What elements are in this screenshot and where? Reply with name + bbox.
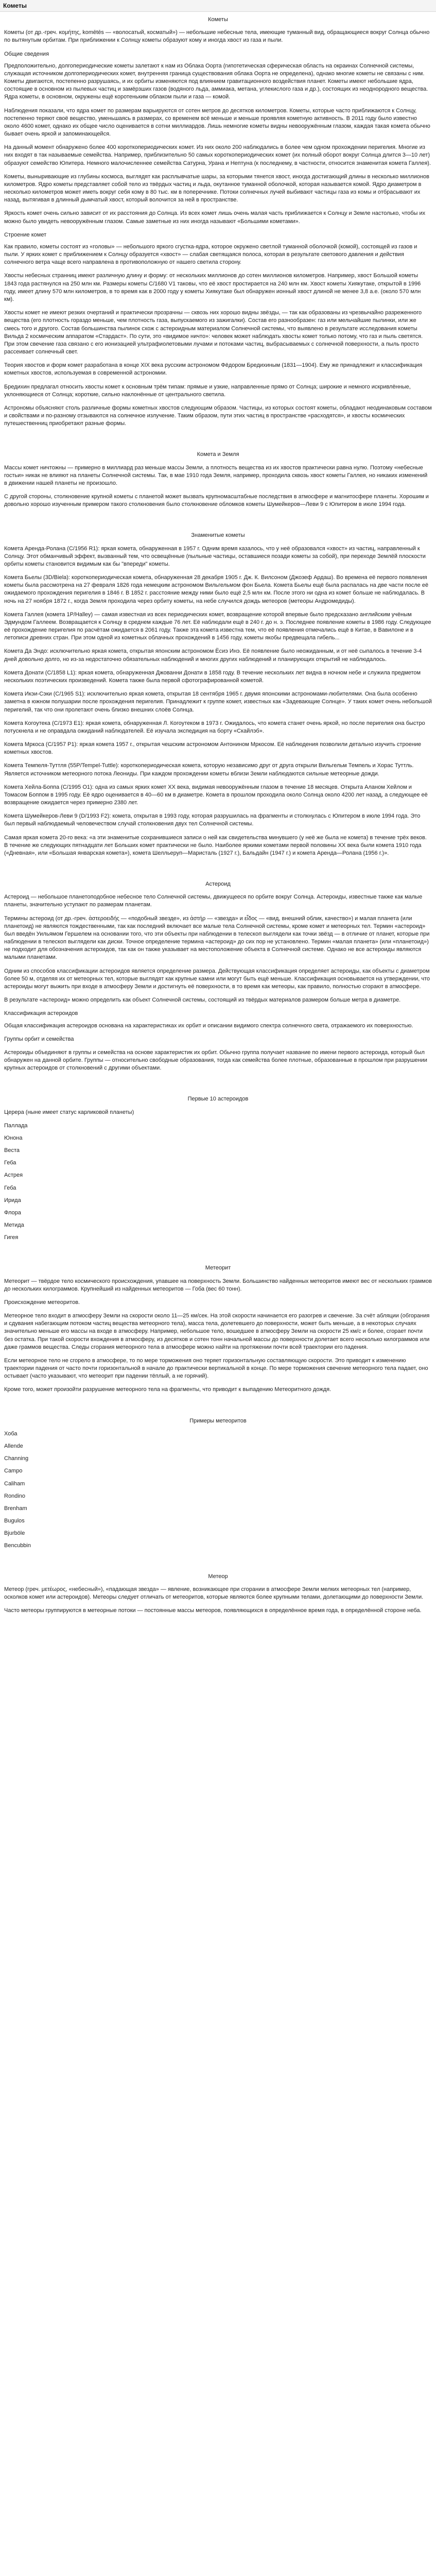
- section-heading-famous-comets: Знаменитые кометы: [191, 532, 245, 539]
- paragraph: Происхождение метеоритов.: [4, 1299, 80, 1306]
- section-spacer: [4, 1078, 432, 1092]
- section-spacer: [4, 433, 432, 448]
- list-item: Bjurböle: [4, 1530, 25, 1537]
- paragraph: Как правило, кометы состоят из «головы» — небольшого яркого сгустка-ядра, которое окружено светлой туманной оболочкой (комой), состоящей из газов и пыли. У ярких комет с приближением к Солнцу образуется «хвост» — слабая светящаяся полоса, которая в результате светового давления и действия солнечного ветра чаще всего направлена в противоположную от нашего светила сторону.: [4, 243, 417, 266]
- paragraph: Комета Мркоса (C/1957 P1): яркая комета 1957 г., открытая чешским астрономом Антонином Мркосом. Её наблюдения позволили детально изучить строение кометных хвостов.: [4, 741, 422, 756]
- paragraph: Кометы, выныривающие из глубины космоса, выглядят как расплывчатые шары, за которыми тянется хвост, иногда достигающий длины в несколько миллионов километров. Ядро кометы представляет собой тело из твёрдых частиц и льда, окутанное туманной оболочкой, которая называется комой. Ядро диаметром в несколько километров может иметь вокруг себя кому в 80 тыс. км в поперечнике. Потоки солнечных лучей выбивают частицы газа из комы и отбрасывают их назад, вытягивая в длинный дымчатый хвост, который волочится за ней в пространстве.: [4, 173, 430, 204]
- section-spacer: [4, 1400, 432, 1414]
- paragraph: Метеорное тело входит в атмосферу Земли на скорости около 11—25 км/сек. На этой скорости начинается его разогрев и свечение. За счёт абляции (обгорания и сдувания набегающим потоком частиц вещества метеорного тела), масса тела, долетевшего до поверхности, может быть меньше, а в некоторых случаях значительно меньше его массы на входе в атмосферу. Например, небольшое тело, вошедшее в атмосферу Земли на скорости 25 км/с и более, сгорает почти без остатка. При такой скорости вхождения в атмосферу, из десятков и сотен тонн начальной массы до поверхности долетает всего несколько килограммов или даже граммов вещества. Следы сгорания метеорного тела в атмосфере можно найти на протяжении почти всей траектории его падения.: [4, 1313, 430, 1350]
- list-item: Rondino: [4, 1493, 25, 1499]
- list-item: Brenham: [4, 1505, 27, 1512]
- list-item: Метида: [4, 1222, 24, 1229]
- list-item: Bencubbin: [4, 1543, 31, 1549]
- list-item: Channing: [4, 1455, 29, 1462]
- paragraph: Комета Да Эндо: исключительно яркая комета, открытая японским астрономом Ёсиэ Инэ. Её появление было неожиданным, и от неё сыпалось в течение 3-4 дней довольно долго, но из-за недостаточно обязательных наблюдений и многих других наблюдений и планирующих открытий не наблюдалось.: [4, 648, 422, 663]
- paragraph: Комета Хейла-Боппа (C/1995 O1): одна из самых ярких комет XX века, видимая невооружённым глазом в течение 18 месяцев. Открыта Аланом Хейлом и Томасом Боппом в 1995 году. Её ядро оценивается в 40—60 км в диаметре. Комета в прошлом проходила около Солнца около 4200 лет назад, а следующее её возвращение ожидается через примерно 2380 лет.: [4, 784, 428, 806]
- section-heading-planets: Первые 10 астероидов: [187, 1096, 249, 1103]
- paragraph: Комета Когоутека (C/1973 E1): яркая комета, обнаруженная Л. Когоутеком в 1973 г. Ожидалось, что комета станет очень яркой, но после перигелия она быстро потускнела и не оправдала ожиданий наблюдателей. Её изучала экспедиция на борту «Скайлэб».: [4, 720, 425, 734]
- paragraph: Комета Шумейкеров-Леви 9 (D/1993 F2): комета, открытая в 1993 году, которая разрушилась на фрагменты и столкнулась с Юпитером в июле 1994 года. Это был первый наблюдаемый человечеством случай столкновения двух тел Солнечной системы.: [4, 813, 421, 827]
- paragraph: Группы орбит и семейства: [4, 1036, 74, 1042]
- section-spacer: [4, 1247, 432, 1261]
- paragraph: Предположительно, долгопериодические кометы залетают к нам из Облака Оорта (гипотетическая сферическая область на окраинах Солнечной системы, служащая источником долгопериодических комет, внутренняя граница существования облака Оорта не определена), однако многие кометы не связаны с ним. Кометы двигаются, постепенно разрушаясь, и их орбиты изменяются под влиянием гравитационного воздействия планет. Кометы имеют небольшие ядра, состоящие в основном из пылевых частиц и замёрзших газов (водяного льда, аммиака, метана, углекислого газа и др.), состоящих из неоднородного вещества. Ядра кометы, в основном, окружены ещё коротеньким облаком пыли и газа — комой.: [4, 62, 428, 100]
- list-item: Геба: [4, 1160, 16, 1166]
- list-item: Хоба: [4, 1430, 18, 1437]
- section-heading-comets: Кометы: [208, 16, 228, 23]
- paragraph: Комета Икэи-Сэки (C/1965 S1): исключительно яркая комета, открытая 18 сентября 1965 г. двумя японскими астрономами-любителями. Она была особенно заметна в южном полушарии после прохождения перигелия. Принадлежит к группе комет, известных как «Задевающие Солнце». У таких комет очень небольшой перигелий, так что они пролетают очень близко внешних слоёв Солнца.: [4, 691, 432, 713]
- paragraph: Теория хвостов и форм комет разработана в конце XIX века русским астрономом Фёдором Бредихиным (1831—1904). Ему же принадлежит и классификация кометных хвостов, используемая в современной астрономии.: [4, 362, 423, 377]
- list-item: Юнона: [4, 1134, 23, 1141]
- section-heading-meteor: Метеор: [208, 1573, 228, 1580]
- paragraph: В результате «астероид» можно определить как объект Солнечной системы, состоящий из твёрдых материалов размером больше метра в диаметре.: [4, 997, 401, 1004]
- section-spacer: [4, 863, 432, 877]
- paragraph: Комета Темпеля-Туттля (55P/Tempel-Tuttle): короткопериодическая комета, которую независимо друг от друга открыли Вильгельм Темпель и Хорас Туттль. Является источником метеорного потока Леониды. При каждом прохождении кометы вблизи Земли наблюдаются сильные метеорные дожди.: [4, 762, 414, 777]
- list-item: Флора: [4, 1209, 21, 1216]
- subheading: Строение комет: [4, 231, 47, 238]
- paragraph: Кроме того, может произойти разрушение метеорного тела на фрагменты, что приводит к выпадению Метеоритного дождя.: [4, 1386, 332, 1393]
- paragraph: Астероиды объединяют в группы и семейства на основе характеристик их орбит. Обычно группа получает название по имени первого астероида, который был обнаружен на данной орбите. Группы — относительно свободные образования, тогда как семейства более плотные, образованные в прошлом при разрушении крупных астероидов от столкновений с другими объектами.: [4, 1049, 427, 1072]
- paragraph: На данный момент обнаружено более 400 короткопериодических комет. Из них около 200 наблюдались в более чем одном прохождении перигелия. Многие из них входят в так называемые семейства. Например, приблизительно 50 самых короткопериодических комет (их полный оборот вокруг Солнца длится 3—10 лет) образуют семейство Юпитера. Немного малочисленнее семейства Сатурна, Урана и Нептуна (к последнему, в частности, относится знаменитая комета Галлея).: [4, 144, 431, 166]
- list-item: Bugulos: [4, 1518, 25, 1524]
- paragraph: Комета Галлея (комета 1P/Halley) — самая известная из всех периодических комет, возвращение которой впервые было предсказано английским учёным Эдмундом Галлеем. Возвращается к Солнцу в среднем каждые 76 лет. Её наблюдали ещё в 240 г. до н. э. Последнее появление кометы в 1986 году. Следующее её прохождение перигелия по расчётам ожидается в 2061 году. Также эта комета известна тем, что её появления отмечались ещё в Китае, в Вавилоне и в летописи древних стран. При этом одной из кометных облачных прохождений в 1456 году, кометы якобы предвещала гибель...: [4, 611, 431, 641]
- paragraph: Метеор (греч. μετέωρος, «небесный»), «падающая звезда» — явление, возникающее при сгорании в атмосфере Земли мелких метеорных тел (например, осколков комет или астероидов). Метеоры следует отличать от метеоритов, которые являются более крупными телами, долетающими до поверхности Земли.: [4, 1586, 424, 1600]
- section-spacer: [4, 1620, 432, 1635]
- list-item: Caliham: [4, 1480, 25, 1487]
- document-body: [0, 12, 436, 1635]
- paragraph: Комета Бьелы (3D/Biela): короткопериодическая комета, обнаруженная 28 декабря 1905 г. Дж. К. Вилсоном (Джозеф Ардаш). Во времена её первого появления кометы была рассмотрена на 27 февраля 1826 года немецким астрономом Вильгельмом фон Бьела. Комета Бьелы ещё была распалась на две части после её ожидаемого прохождения перигелия в 1846 г. В 1852 г. расстояние между ними было ещё 2,5 млн км. После этого ни одна из комет больше не наблюдалась. В ночь на 27 ноября 1872 г., когда Земля проходила через орбиту кометы, на небе случился дождь метеоров (метеоры Андромедиды).: [4, 574, 429, 604]
- paragraph: Яркость комет очень сильно зависит от их расстояния до Солнца. Из всех комет лишь очень малая часть приближается к Солнцу и Земле настолько, чтобы их можно было увидеть невооружённым глазом. Самые заметные из них иногда называют «Большими кометами».: [4, 210, 426, 225]
- paragraph: Часто метеоры группируются в метеорные потоки — постоянные массы метеоров, появляющихся в определённое время года, в определённой стороне неба.: [4, 1607, 422, 1614]
- paragraph: С другой стороны, столкновение крупной кометы с планетой может вызвать крупномасштабные последствия в атмосфере и магнитосфере планеты. Хорошим и довольно хорошо изученным примером такого столкновения было столкновение обломков кометы Шумейкеров—Леви 9 с Юпитером в июле 1994 года.: [4, 494, 429, 508]
- paragraph: Наблюдения показали, что ядра комет по размерам варьируются от сотен метров до десятков километров. Кометы, которые часто приближаются к Солнцу, постепенно теряют своё вещество, уменьшаясь в размерах, со временем всё меньше и меньше проявляя кометную активность. В 2011 году было известно около 4600 комет, однако их общее число оценивается в сотни миллиардов. Лишь немногие кометы видны невооружённым глазом, каждая такая комета обычно бывает очень яркой и запоминающейся.: [4, 107, 430, 138]
- section-heading-comet-and-earth: Комета и Земля: [197, 451, 239, 458]
- window-title: Кометы: [0, 0, 436, 12]
- section-heading-asteroids: Астероид: [205, 881, 231, 888]
- paragraph: Одним из способов классификации астероидов является определение размера. Действующая классификация определяет астероиды, как объекты с диаметром более 50 м, отделяя их от метеорных тел, которые выглядят как крупные камни или могут быть ещё меньше. Классификация основывается на утверждении, что астероиды могут выжить при входе в атмосферу Земли и достигнуть её поверхности, в то время как метеоры, как правило, полностью сгорают в атмосфере.: [4, 968, 430, 990]
- section-heading-meteorites-list: Примеры метеоритов: [189, 1417, 247, 1424]
- subheading: Общие сведения: [4, 50, 49, 57]
- list-intro: Церера (ныне имеет статус карликовой планеты): [4, 1109, 134, 1115]
- paragraph: Хвосты комет не имеют резких очертаний и практически прозрачны — сквозь них хорошо видны звёзды, — так как образованы из чрезвычайно разреженного вещества (его плотность гораздо меньше, чем плотность газа, выпускаемого из зажигалки). Состав его разнообразен: газ или мельчайшие пылинки, или же смесь того и другого. Состав большинства пылинок схож с астероидным материалом Солнечной системы, что выявлено в результате исследования кометы Вильда 2 космическим аппаратом «Стардаст». По сути, это «видимое ничто»: человек может наблюдать хвосты комет только потому, что газ и пыль светятся. При этом свечение газа связано с его ионизацией ультрафиолетовыми лучами и потоками частиц, выбрасываемых с солнечной поверхности, а пыль просто рассеивает солнечный свет.: [4, 310, 423, 355]
- list-meteorites-list: [4, 1430, 432, 1550]
- paragraph: Общая классификация астероидов основана на характеристиках их орбит и описании видимого спектра солнечного света, отражаемого их поверхностью.: [4, 1022, 413, 1029]
- paragraph: Хвосты небесных странниц имеют различную длину и форму: от нескольких миллионов до сотен миллионов километров. Например, хвост Большой кометы 1843 года растянулся на 250 млн км. Размеры кометы С/1680 V1 таковы, что её хвост простирается на 240 млн км. Хвост кометы Хиякутаке, открытой в 1996 году, имеет длину 570 млн километров, в то время как в 2000 году у кометы Хиякутаке был обнаружен ионный хвост длиной не менее 3,8 а.е. (около 570 млн км).: [4, 273, 421, 302]
- paragraph: Самая яркая комета 20-го века: «а эти знаменитые сохранившиеся записи о ней как свидетельства минувшего (у неё же была не комета) в течение трёх веков. В течение же следующих пятнадцати лет Больших комет практически не было. Наиболее яркими кометами первой половины XX века были комета 1910 года («Дневная», или «Большая январская комета»), комета Шелльеруп—Маристаль (1927 г.), Бальдайн (1947 г.) и комета Аренда—Ролана (1956 г.)».: [4, 834, 427, 856]
- list-item: Allende: [4, 1443, 23, 1449]
- subheading: Классификация астероидов: [4, 1010, 78, 1017]
- list-item: Астрея: [4, 1172, 23, 1179]
- section-heading-meteorite: Метеорит: [205, 1265, 231, 1272]
- section-spacer: [4, 514, 432, 529]
- paragraph: Если метеорное тело не сгорело в атмосфере, то по мере торможения оно теряет горизонтальную составляющую скорости. Это приводит к изменению траектории падения от часто почти горизонтальной в начале до практически вертикальной в конце. По мере торможения свечение метеорного тела падает, оно остывает (часто указывают, что метеорит при падении тёплый, а не горячий).: [4, 1357, 428, 1380]
- list-item: Ирида: [4, 1197, 21, 1204]
- paragraph: Массы комет ничтожны — примерно в миллиард раз меньше массы Земли, а плотность вещества из их хвостов практически равна нулю. Поэтому «небесные гостьи» никак не влияют на планеты Солнечной системы. Так, в мае 1910 года Земля, например, проходила сквозь хвост кометы Галлея, но никаких изменений в движении нашей планеты не произошло.: [4, 464, 428, 486]
- list-item: Гигея: [4, 1234, 19, 1241]
- paragraph: Комета Донати (C/1858 L1): яркая комета, обнаруженная Джованни Донати в 1858 году. В течение нескольких лет видна в ночном небе и служила предметом нескольких поэтических произведений. Комета также была первой сфотографированной кометой.: [4, 669, 421, 684]
- list-item: Паллада: [4, 1122, 28, 1129]
- section-spacer: [4, 1555, 432, 1570]
- list-item: Campo: [4, 1468, 23, 1475]
- list-item: Геба: [4, 1184, 16, 1191]
- list-planets: [4, 1122, 432, 1242]
- paragraph: Бредихин предлагал относить хвосты комет к основным трём типам: прямые и узкие, направленные прямо от Солнца; широкие и немного искривлённые, уклоняющиеся от Солнца; короткие, сильно наклонённые от центрального светила.: [4, 383, 411, 398]
- list-item: Веста: [4, 1147, 20, 1154]
- paragraph: Астрономы объясняют столь различные формы кометных хвостов следующим образом. Частицы, из которых состоят кометы, обладают неодинаковым составом и свойствами и по-разному отзываются на солнечное излучение. Таким образом, пути этих частиц в пространстве «расходятся», и хвосты космических путешественниц приобретают разные формы.: [4, 404, 432, 427]
- paragraph: Астероид — небольшое планетоподобное небесное тело Солнечной системы, движущееся по орбите вокруг Солнца. Астероиды, известные также как малые планеты, значительно уступают по размерам планетам.: [4, 894, 423, 908]
- paragraph: Комета Аренда-Ролана (C/1956 R1): яркая комета, обнаруженная в 1957 г. Одним время казалось, что у неё образовался «хвост» из частиц, направленный к Солнцу. Этот обманчивый эффект, вызванный тем, что освещённые (пыльные частицы, оставшиеся позади кометы за собой), при переходе Землёй плоскости орбиты кометы становится видимым как бы "впереди" кометы.: [4, 545, 426, 567]
- paragraph: Метеорит — твёрдое тело космического происхождения, упавшее на поверхность Земли. Большинство найденных метеоритов имеют вес от нескольких граммов до нескольких килограммов. Крупнейший из найденных метеоритов — Гоба (вес 60 тонн).: [4, 1278, 432, 1292]
- paragraph: Кометы (от др.-греч. κομήτης, komētēs — «волосатый, косматый») — небольшие небесные тела, имеющие туманный вид, обращающиеся вокруг Солнца обычно по вытянутым орбитам. При приближении к Солнцу кометы образуют кому и иногда хвост из газа и пыли.: [4, 29, 430, 44]
- paragraph: Термины астероид (от др.-греч. ἀστεροειδής — «подобный звезде», из ἀστήρ — «звезда» и εἶδος — «вид, внешний облик, качество») и малая планета (или планетоид) не являются тождественными, так как последний включает все малые тела Солнечной системы, кроме комет и метеорных тел. Термин «астероид» был введён Уильямом Гершелем на основании того, что эти объекты при наблюдении в телескоп выглядели как точки звёзд — в отличие от планет, которые при наблюдении в телескоп выглядели как диски. Точное определение термина «астероид» до сих пор не установлено. Термин «малая планета» (или «планетоид») не подходит для обозначения астероидов, так как он также указывает на местоположение объекта в Солнечной системе. Однако не все астероиды являются малыми планетами.: [4, 915, 430, 961]
